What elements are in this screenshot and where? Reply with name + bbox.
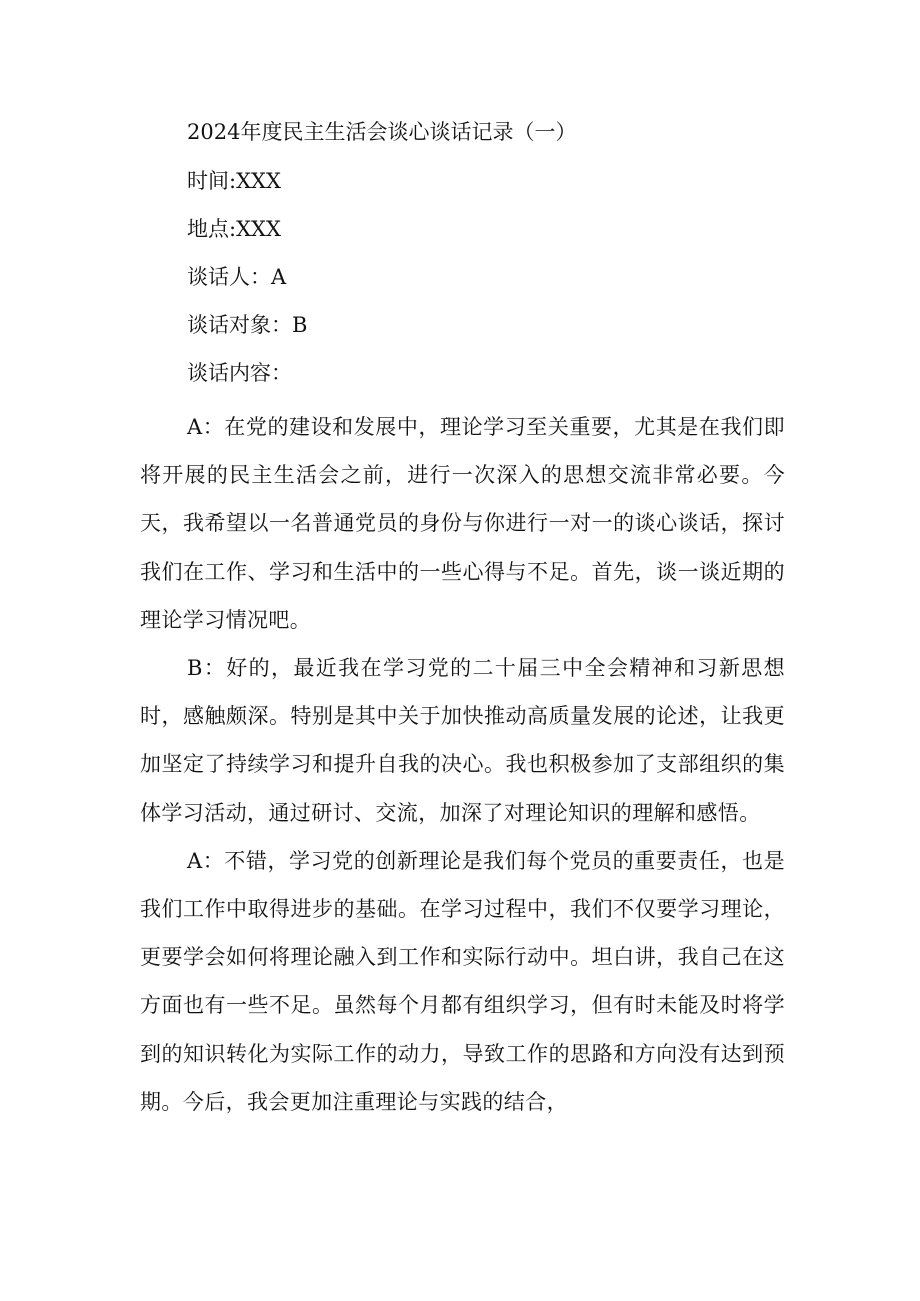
meeting-time: 时间:XXX xyxy=(187,169,281,193)
speaker: 谈话人：A xyxy=(187,265,287,289)
paragraph-b-1: B：好的，最近我在学习党的二十届三中全会精神和习新思想时，感触颇深。特别是其中关于加快推动高质量发展的论述，让我更加坚定了持续学习和提升自我的决心。我也积极参加了支部组织的集体学习活动，通过研讨、交流，加深了对理论知识的理解和感悟。 xyxy=(140,656,785,825)
conversation-target: 谈话对象：B xyxy=(187,313,308,337)
paragraph-a-1: A：在党的建设和发展中，理论学习至关重要，尤其是在我们即将开展的民主生活会之前，进行一次深入的思想交流非常必要。今天，我希望以一名普通党员的身份与你进行一对一的谈心谈话，探讨我们在工作、学习和生活中的一些心得与不足。首先，谈一谈近期的理论学习情况吧。 xyxy=(140,415,785,632)
document-title: 2024年度民主生活会谈心谈话记录（一） xyxy=(187,120,577,144)
content-label: 谈话内容： xyxy=(187,361,292,385)
conversation-body xyxy=(140,403,785,1126)
meeting-place: 地点:XXX xyxy=(187,217,281,241)
paragraph-a-2: A：不错，学习党的创新理论是我们每个党员的重要责任，也是我们工作中取得进步的基础。在学习过程中，我们不仅要学习理论，更要学会如何将理论融入到工作和实际行动中。坦白讲，我自己在这方面也有一些不足。虽然每个月都有组织学习，但有时未能及时将学到的知识转化为实际工作的动力，导致工作的思路和方向没有达到预期。今后，我会更加注重理论与实践的结合， xyxy=(140,848,785,1114)
